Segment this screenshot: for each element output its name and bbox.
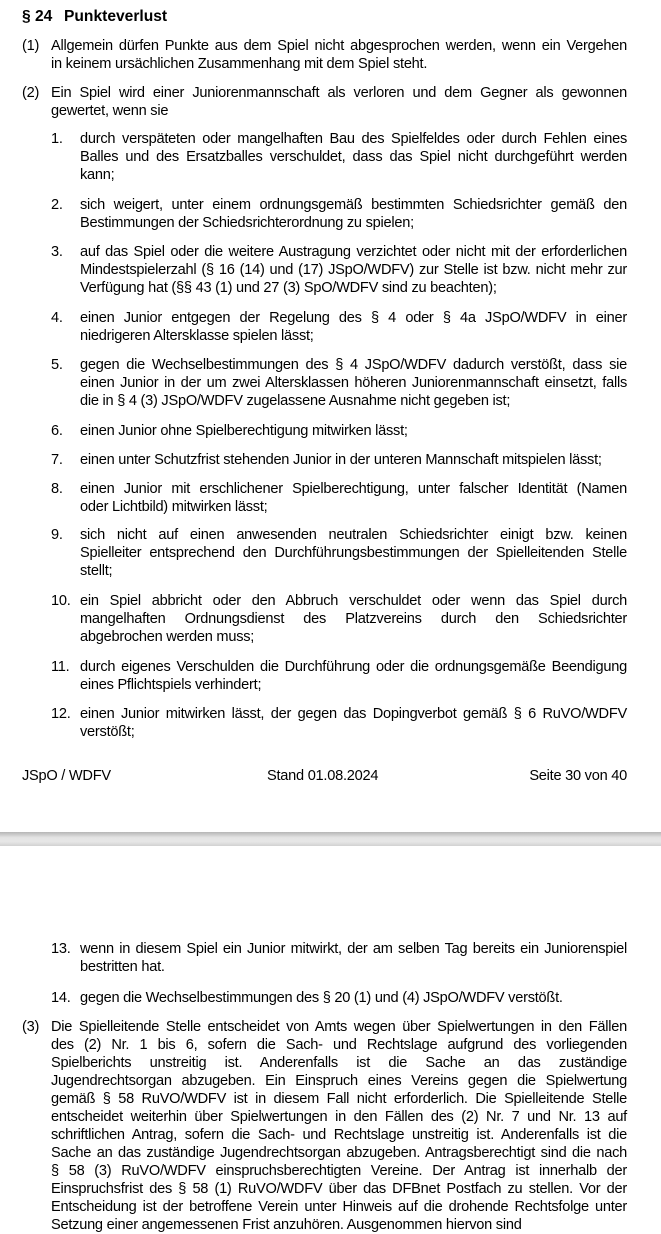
item-marker: 5.	[51, 357, 63, 373]
text-line: in keinem ursächlichen Zusammenhang mit dem Spiel steht.	[51, 56, 428, 72]
text-line: auf das Spiel oder die weitere Austragung verzichtet oder nicht mit der erforderlichen	[80, 244, 627, 260]
text-line: gegen die Wechselbestimmungen des § 4 JSpO/WDFV dadurch verstößt, dass sie	[80, 357, 627, 373]
text-line: gegen die Wechselbestimmungen des § 20 (1) und (4) JSpO/WDFV verstößt.	[80, 990, 563, 1006]
section-number: § 24	[22, 8, 53, 25]
page-separator	[0, 832, 661, 846]
item-marker: 2.	[51, 197, 63, 213]
text-line: einen unter Schutzfrist stehenden Junior in der unteren Mannschaft mitspielen lässt;	[80, 452, 602, 468]
item-marker: 3.	[51, 244, 63, 260]
text-line: Entscheidung ist der betroffene Verein unter Hinweis auf die drohende Rechtsfolge unter	[51, 1199, 627, 1215]
item-marker: 13.	[51, 941, 71, 957]
text-line: ein Spiel abbricht oder den Abbruch verschuldet oder wenn das Spiel durch	[80, 593, 627, 609]
item-marker: 1.	[51, 131, 63, 147]
text-line: gemäß § 58 RuVO/WDFV ist in diesem Fall nicht erforderlich. Die Spielleitende Stelle	[51, 1091, 627, 1107]
text-line: Setzung einer angemessenen Frist anzuhören. Ausgenommen hiervon sind	[51, 1217, 522, 1233]
text-line: Einspruchsfrist des § 58 (1) RuVO/WDFV über das DFBnet Postfach zu stellen. Vor der	[51, 1181, 627, 1197]
text-line: Spielberichts unstreitig ist. Anderenfalls ist die Sache an das zuständige	[51, 1055, 627, 1071]
item-marker: 7.	[51, 452, 63, 468]
document-page-31	[0, 846, 661, 1232]
text-line: einen Junior entgegen der Regelung des § 4 oder § 4a JSpO/WDFV in einer	[80, 310, 627, 326]
text-line: durch eigenes Verschulden die Durchführung oder die ordnungsgemäße Beendigung	[80, 659, 627, 675]
text-line: einen Junior ohne Spielberechtigung mitwirken lässt;	[80, 423, 408, 439]
text-line: Jugendrechtsorgan abzugeben. Ein Einspruch eines Vereins gegen die Spielwertung	[51, 1073, 627, 1089]
text-line: Sache an das zuständige Jugendrechtsorgan abzugeben. Antragsberechtigt sind die nach	[51, 1145, 627, 1161]
item-marker: 9.	[51, 527, 63, 543]
item-marker: 10.	[51, 593, 71, 609]
item-marker: (1)	[22, 38, 40, 54]
text-line: durch verspäteten oder mangelhaften Bau des Spielfeldes oder durch Fehlen eines	[80, 131, 627, 147]
text-line: eines Pflichtspiels verhindert;	[80, 677, 262, 693]
text-line: oder Lichtbild) mitwirken lässt;	[80, 499, 268, 515]
text-line: Ein Spiel wird einer Juniorenmannschaft als verloren und dem Gegner als gewonnen	[51, 85, 627, 101]
footer-left: JSpO / WDFV	[22, 768, 111, 784]
footer-center: Stand 01.08.2024	[267, 768, 379, 784]
text-line: verstößt;	[80, 724, 135, 740]
text-line: § 58 (3) RuVO/WDFV einspruchsberechtigten Vereine. Der Antrag ist innerhalb der	[51, 1163, 627, 1179]
section-title: Punkteverlust	[64, 8, 168, 25]
item-marker: 12.	[51, 706, 71, 722]
text-line: Mindestspielerzahl (§ 16 (14) und (17) JSpO/WDFV) zur Stelle ist bzw. nicht mehr zur	[80, 262, 627, 278]
text-line: abgebrochen werden muss;	[80, 629, 255, 645]
text-line: niedrigeren Altersklasse spielen lässt;	[80, 328, 314, 344]
text-line: einen Junior mit erschlichener Spielberechtigung, unter falscher Identität (Namen	[80, 481, 627, 497]
text-line: Allgemein dürfen Punkte aus dem Spiel nicht abgesprochen werden, wenn ein Vergehen	[51, 38, 627, 54]
text-line: gewertet, wenn sie	[51, 103, 169, 119]
text-line: bestritten hat.	[80, 959, 165, 975]
text-line: einen Junior in der um zwei Altersklassen höheren Juniorenmannschaft einsetzt, falls	[80, 375, 627, 391]
text-line: Balles und des Ersatzballes verschuldet, dass das Spiel nicht durchgeführt werden	[80, 149, 627, 165]
text-line: Bestimmungen der Schiedsrichterordnung zu spielen;	[80, 215, 414, 231]
text-line: kann;	[80, 167, 115, 183]
text-line: sich nicht auf einen anwesenden neutralen Schiedsrichter einigt bzw. keinen	[80, 527, 627, 543]
footer-right: Seite 30 von 40	[529, 768, 627, 784]
item-marker: 14.	[51, 990, 71, 1006]
item-marker: 4.	[51, 310, 63, 326]
text-line: die in § 4 (3) JSpO/WDFV zugelassene Ausnahme nicht gegeben ist;	[80, 393, 511, 409]
section-heading	[22, 8, 167, 26]
text-line: einen Junior mitwirken lässt, der gegen das Dopingverbot gemäß § 6 RuVO/WDFV	[80, 706, 627, 722]
text-line: stellt;	[80, 563, 113, 579]
text-line: entscheidet weiterhin über Spielwertungen in den Fällen des (2) Nr. 7 und Nr. 13 auf	[51, 1109, 627, 1125]
text-line: Spielleiter entsprechend den Durchführungsbestimmungen der Spielleitenden Stelle	[80, 545, 627, 561]
text-line: schriftlichen Antrag, sofern die Sach- und Rechtslage unstreitig ist. Anderenfalls ist die	[51, 1127, 627, 1143]
text-line: sich weigert, unter einem ordnungsgemäß bestimmten Schiedsrichter gemäß den	[80, 197, 627, 213]
text-line: Verfügung hat (§§ 43 (1) und 27 (3) SpO/WDFV sind zu beachten);	[80, 280, 497, 296]
item-marker: 6.	[51, 423, 63, 439]
item-marker: (2)	[22, 85, 40, 101]
text-line: mangelhaften Ordnungsdienst des Platzvereins durch den Schiedsrichter	[80, 611, 627, 627]
item-marker: 11.	[51, 659, 70, 675]
text-line: wenn in diesem Spiel ein Junior mitwirkt, der am selben Tag bereits ein Juniorenspiel	[80, 941, 627, 957]
item-marker: 8.	[51, 481, 63, 497]
text-line: des (2) Nr. 1 bis 6, sofern die Sach- und Rechtslage aufgrund des vorliegenden	[51, 1037, 627, 1053]
item-marker: (3)	[22, 1019, 40, 1035]
text-line: Die Spielleitende Stelle entscheidet von Amts wegen über Spielwertungen in den Fällen	[51, 1019, 627, 1035]
